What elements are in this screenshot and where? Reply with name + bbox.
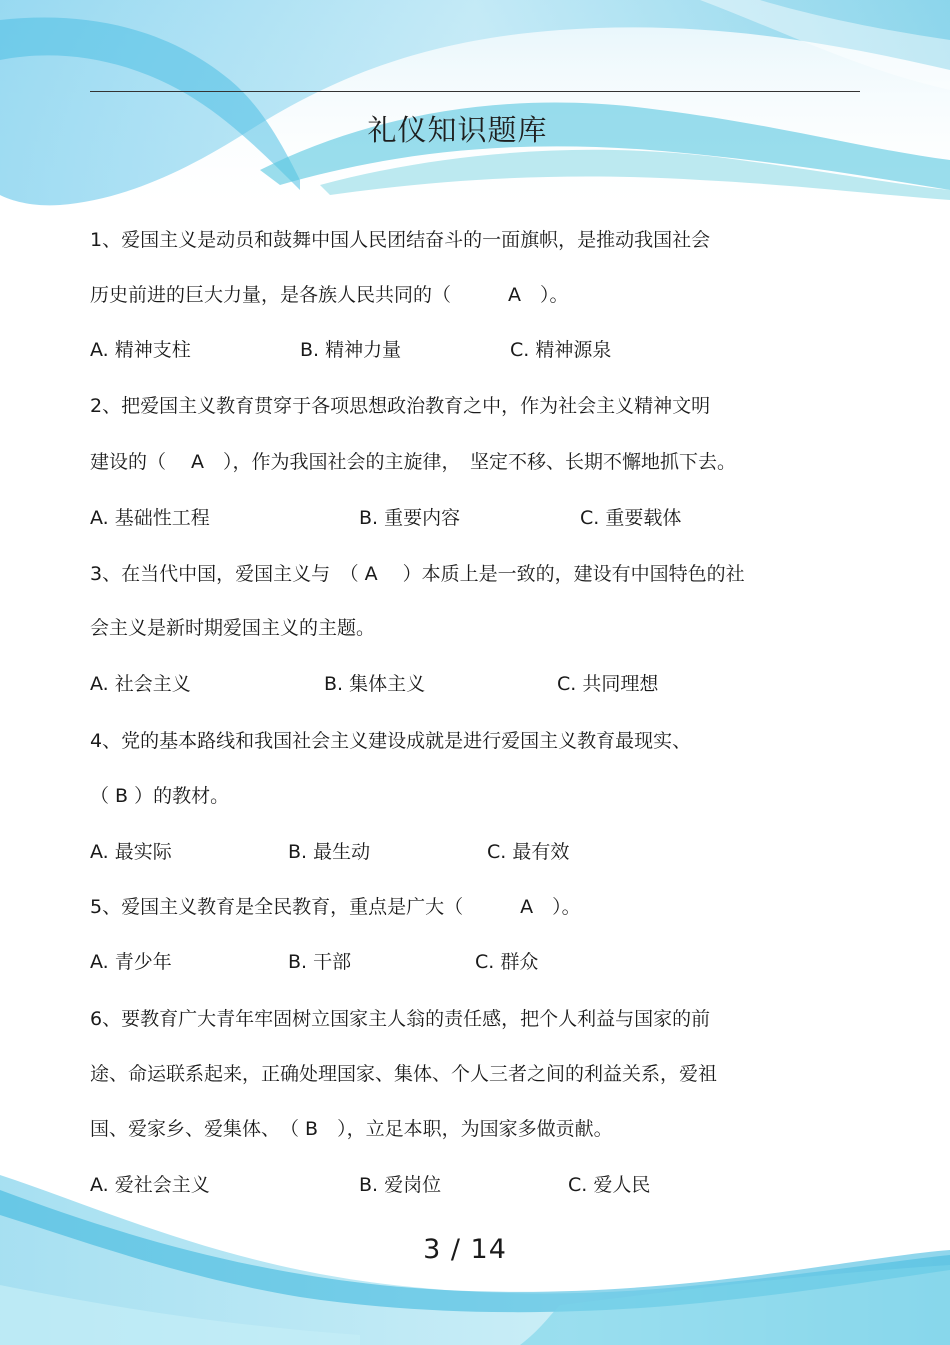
question-1-option-a: A. 精神支柱	[90, 339, 191, 361]
question-2-option-a: A. 基础性工程	[90, 507, 210, 529]
question-6-line-3: 国、爱家乡、爱集体、 （ B ），立足本职，为国家多做贡献。	[90, 1118, 613, 1140]
question-2-option-c: C. 重要载体	[580, 507, 682, 529]
header-rule	[90, 91, 860, 92]
question-4-option-b: B. 最生动	[288, 841, 371, 863]
question-2-option-b: B. 重要内容	[359, 507, 461, 529]
question-3-option-a: A. 社会主义	[90, 673, 191, 695]
question-1-line-1: 1、爱国主义是动员和鼓舞中国人民团结奋斗的一面旗帜，是推动我国社会	[90, 229, 711, 251]
question-5-option-b: B. 干部	[288, 951, 352, 973]
question-5-line-1: 5、爱国主义教育是全民教育，重点是广大（ A ）。	[90, 896, 581, 918]
question-3-option-c: C. 共同理想	[557, 673, 659, 695]
question-6-option-a: A. 爱社会主义	[90, 1174, 210, 1196]
question-6-line-1: 6、要教育广大青年牢固树立国家主人翁的责任感，把个人利益与国家的前	[90, 1008, 711, 1030]
question-6-option-c: C. 爱人民	[568, 1174, 651, 1196]
question-2-line-2: 建设的（ A ），作为我国社会的主旋律， 坚定不移、长期不懈地抓下去。	[90, 451, 737, 473]
question-1-option-b: B. 精神力量	[300, 339, 402, 361]
question-3-option-b: B. 集体主义	[324, 673, 426, 695]
question-4-line-1: 4、党的基本路线和我国社会主义建设成就是进行爱国主义教育最现实、	[90, 730, 692, 752]
question-4-option-a: A. 最实际	[90, 841, 172, 863]
question-3-line-1: 3、在当代中国，爱国主义与 （ A ）本质上是一致的，建设有中国特色的社	[90, 563, 745, 585]
question-5-option-a: A. 青少年	[90, 951, 172, 973]
question-3-line-2: 会主义是新时期爱国主义的主题。	[90, 617, 376, 639]
question-2-line-1: 2、把爱国主义教育贯穿于各项思想政治教育之中，作为社会主义精神文明	[90, 395, 711, 417]
page-title: 礼仪知识题库	[367, 113, 548, 147]
page-number: 3 / 14	[423, 1234, 507, 1265]
question-6-line-2: 途、命运联系起来，正确处理国家、集体、个人三者之间的利益关系，爱祖	[90, 1063, 718, 1085]
question-1-line-2: 历史前进的巨大力量，是各族人民共同的（ A ）。	[90, 284, 569, 306]
question-1-option-c: C. 精神源泉	[510, 339, 612, 361]
question-4-line-2: （ B ）的教材。	[90, 785, 230, 807]
question-5-option-c: C. 群众	[475, 951, 539, 973]
question-6-option-b: B. 爱岗位	[359, 1174, 442, 1196]
question-4-option-c: C. 最有效	[487, 841, 570, 863]
